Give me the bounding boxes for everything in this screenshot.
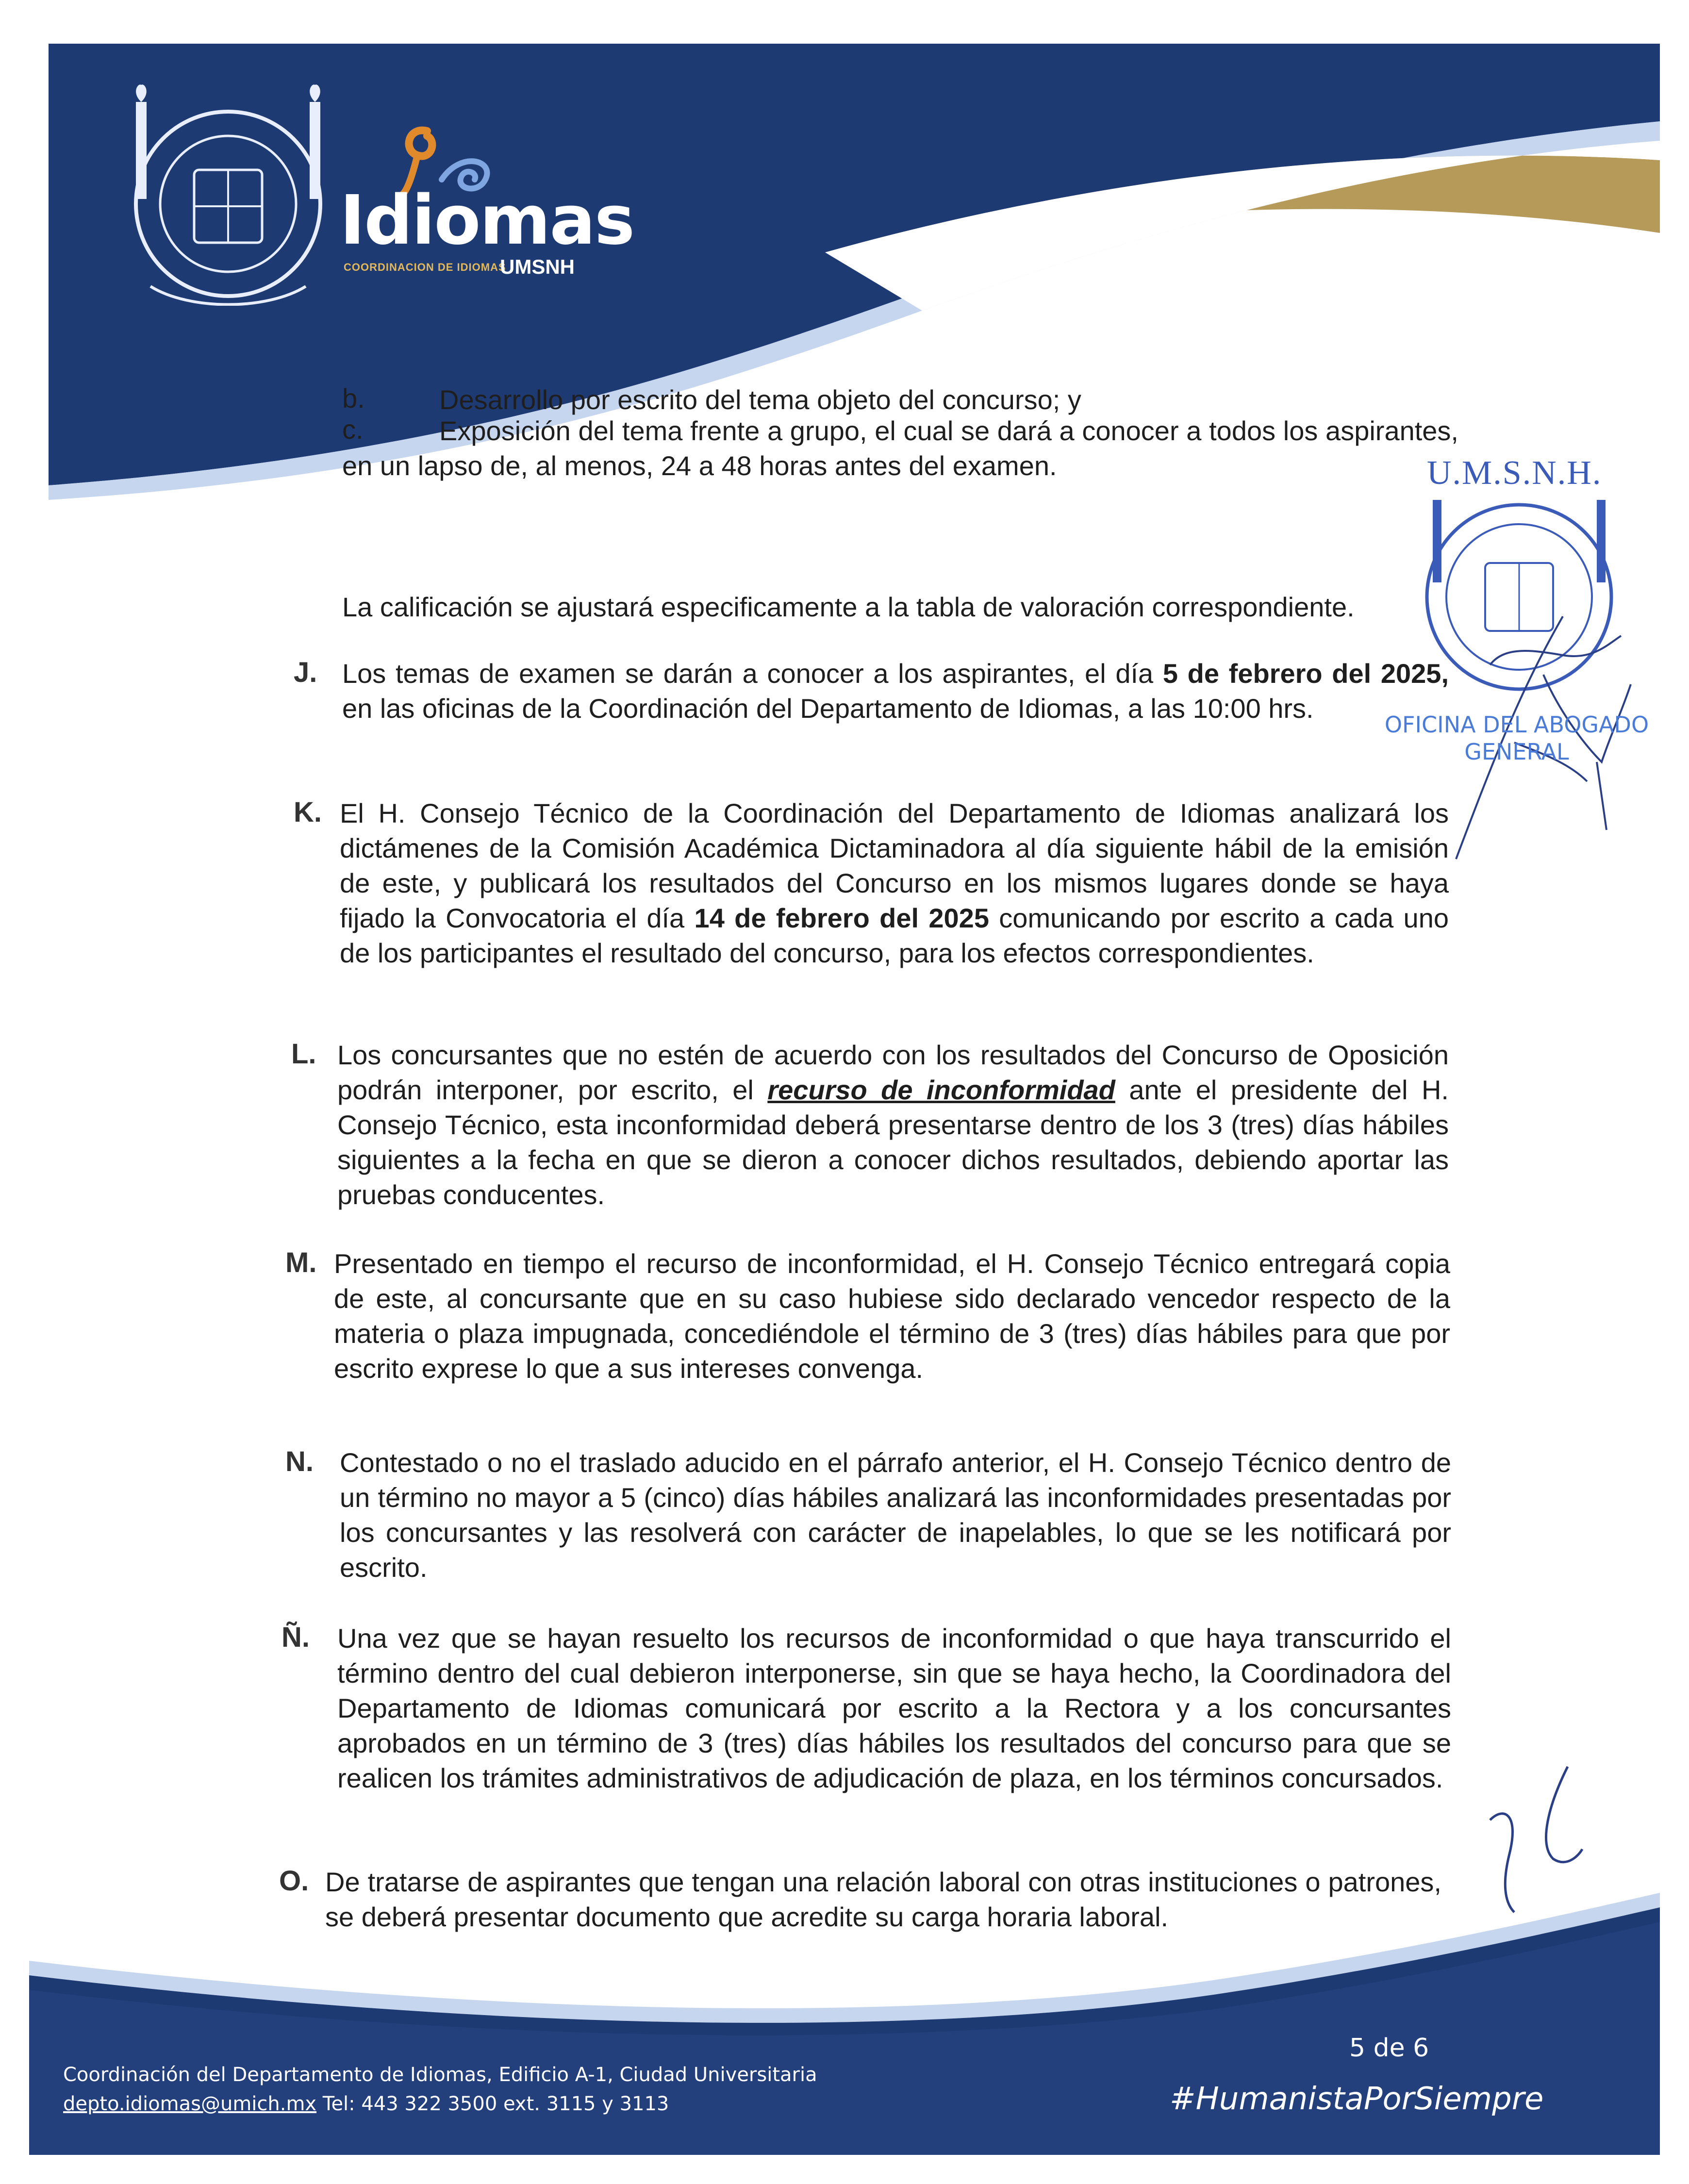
item-j-text: Los temas de examen se darán a conocer a los aspirantes, el día 5 de febrero del 2025, en las oficinas de la Coordinación del Departamento de Idiomas, a las 10:00 hrs. [342, 658, 1449, 724]
footer-contact: depto.idiomas@umich.mx Tel: 443 322 3500 ext. 3115 y 3113 [63, 2093, 669, 2115]
item-j-date: 5 de febrero del 2025, [1162, 658, 1449, 689]
stamp-title: U.M.S.N.H. [1427, 454, 1602, 492]
item-enye-text: Una vez que se hayan resuelto los recursos de inconformidad o que haya transcurrido el término dentro del cual debieron interponerse, sin que se haya hecho, la Coordinadora del Departamento de Idiomas comunicará por escrito a la Rectora y a los concursantes aprobados en un término de 3 (tres) días hábiles los resultados del concurso para que se realicen los trámites administrativos de adjudicación de plaza, en los términos concursados. [337, 1623, 1451, 1793]
item-j-marker: J. [294, 657, 317, 688]
item-b-marker: b. [342, 383, 365, 414]
item-o-text: De tratarse de aspirantes que tengan una relación laboral con otras instituciones o patrones, se deberá presentar documento que acredite su carga horaria laboral. [325, 1867, 1441, 1932]
stamp-office-label: OFICINA DEL ABOGADO GENERAL [1384, 711, 1649, 765]
recurso-inconformidad-emphasis: recurso de inconformidad [767, 1075, 1115, 1105]
item-k-date: 14 de febrero del 2025 [694, 903, 989, 933]
footer-address: Coordinación del Departamento de Idiomas, Edificio A-1, Ciudad Universitaria [63, 2064, 817, 2086]
item-m-text: Presentado en tiempo el recurso de inconformidad, el H. Consejo Técnico entregará copia de este, al concursante que en su caso hubiese sido declarado vencedor respecto de la materia o plaza impugnada, concediéndole el término de 3 (tres) días hábiles para que por escrito exprese lo que a sus intereses convenga. [334, 1248, 1450, 1384]
item-c-marker: c. [342, 414, 364, 445]
item-k-marker: K. [294, 796, 322, 828]
item-o-marker: O. [279, 1865, 309, 1897]
logo-subtitle-small: COORDINACION DE IDIOMAS [344, 261, 506, 273]
item-l-marker: L. [291, 1038, 316, 1070]
footer-email-link[interactable]: depto.idiomas@umich.mx [63, 2093, 317, 2115]
item-k-text: El H. Consejo Técnico de la Coordinación del Departamento de Idiomas analizará los dictámenes de la Comisión Académica Dictaminadora al día siguiente hábil de la emisión de este, y publicará los resultados del Concurso en los mismos lugares donde se haya fijado la Convocatoria el día 14 de febrero del 2025 comunicando por escrito a cada uno de los participantes el resultado del concurso, para los efectos correspondientes. [340, 798, 1449, 968]
item-b-text: Desarrollo por escrito del tema objeto del concurso; y [439, 384, 1081, 415]
item-n-marker: N. [285, 1446, 314, 1477]
logo-subtitle-big: UMSNH [500, 255, 575, 278]
margin-initials-signature [1475, 1757, 1592, 1917]
item-l-text: Los concursantes que no estén de acuerdo con los resultados del Concurso de Oposición podrán interponer, por escrito, el recurso de inconformidad ante el presidente del H. Consejo Técnico, esta inconformidad deberá presentarse dentro de los 3 (tres) días hábiles siguientes a la fecha en que se dieron a conocer dichos resultados, debiendo aportar las pruebas conducentes. [337, 1040, 1449, 1210]
logo-title: Idiomas [340, 181, 634, 260]
footer-hashtag: #HumanistaPorSiempre [1170, 2081, 1544, 2117]
item-c-text: Exposición del tema frente a grupo, el cual se dará a conocer a todos los aspirantes, en un lapso de, al menos, 24 a 48 horas antes del examen. [342, 415, 1458, 481]
item-m-marker: M. [285, 1247, 317, 1278]
university-seal-logo [121, 83, 335, 306]
item-n-text: Contestado o no el traslado aducido en el párrafo anterior, el H. Consejo Técnico dentro de un término no mayor a 5 (cinco) días hábiles analizará las inconformidades presentadas por los concursantes y las resolverá con carácter de inapelables, lo que se les notificará por escrito. [340, 1447, 1451, 1583]
item-enye-marker: Ñ. [282, 1621, 310, 1653]
official-stamp [1378, 490, 1650, 878]
page-number: 5 de 6 [1349, 2034, 1429, 2063]
calificacion-paragraph: La calificación se ajustará especificamente a la tabla de valoración correspondiente. [342, 592, 1355, 622]
